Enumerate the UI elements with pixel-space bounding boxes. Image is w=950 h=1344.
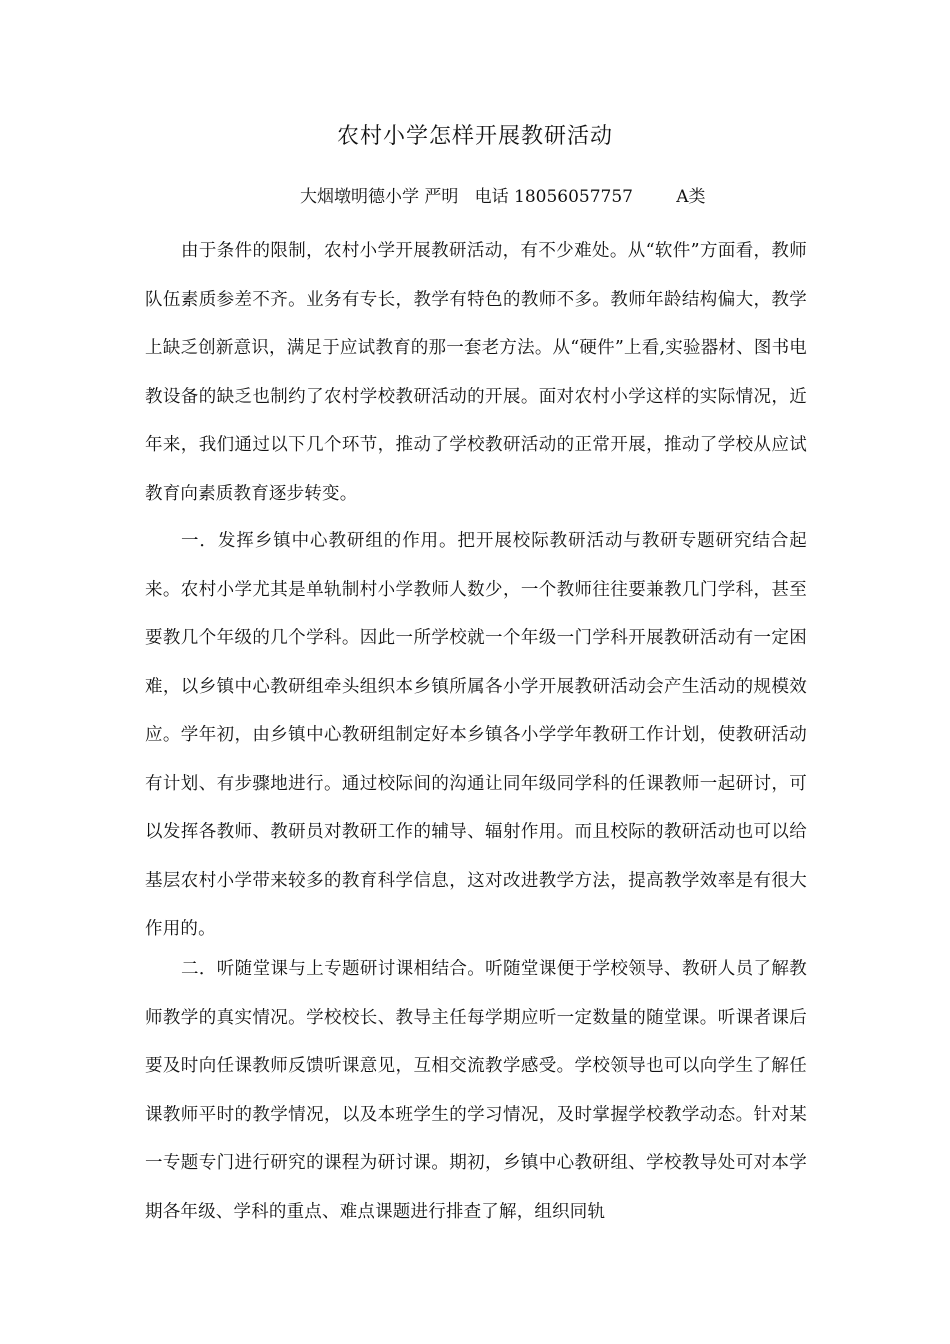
paragraph-intro: 由于条件的限制，农村小学开展教研活动，有不少难处。从“软件”方面看，教师队伍素质参差不齐。业务有专长，教学有特色的教师不多。教师年龄结构偏大，教学上缺乏创新意识，满足于应试教育的那一套老方法。从“硬件”上看,实验器材、图书电教设备的缺乏也制约了农村学校教研活动的开展。面对农村小学这样的实际情况，近年来，我们通过以下几个环节，推动了学校教研活动的正常开展，推动了学校从应试教育向素质教育逐步转变。 (145, 241, 807, 504)
author-byline: 大烟墩明德小学 严明 电话 18056057757 A类 (300, 187, 706, 207)
paragraph-section-two: 二．听随堂课与上专题研讨课相结合。听随堂课便于学校领导、教研人员了解教师教学的真实情况。学校校长、教导主任每学期应听一定数量的随堂课。听课者课后要及时向任课教师反馈听课意见，互相交流教学感受。学校领导也可以向学生了解任课教师平时的教学情况，以及本班学生的学习情况，及时掌握学校教学动态。针对某一专题专门进行研究的课程为研讨课。期初，乡镇中心教研组、学校教导处可对本学期各年级、学科的重点、难点课题进行排查了解，组织同轨 (145, 959, 807, 1222)
paragraph-section-one: 一．发挥乡镇中心教研组的作用。把开展校际教研活动与教研专题研究结合起来。农村小学尤其是单轨制村小学教师人数少，一个教师往往要兼教几门学科，甚至要教几个年级的几个学科。因此一所学校就一个年级一门学科开展教研活动有一定困难，以乡镇中心教研组牵头组织本乡镇所属各小学开展教研活动会产生活动的规模效应。学年初，由乡镇中心教研组制定好本乡镇各小学学年教研工作计划，使教研活动有计划、有步骤地进行。通过校际间的沟通让同年级同学科的任课教师一起研讨，可以发挥各教师、教研员对教研工作的辅导、辐射作用。而且校际的教研活动也可以给基层农村小学带来较多的教育科学信息，这对改进教学方法，提高教学效率是有很大作用的。 (145, 531, 807, 939)
document-title: 农村小学怎样开展教研活动 (336, 124, 613, 149)
